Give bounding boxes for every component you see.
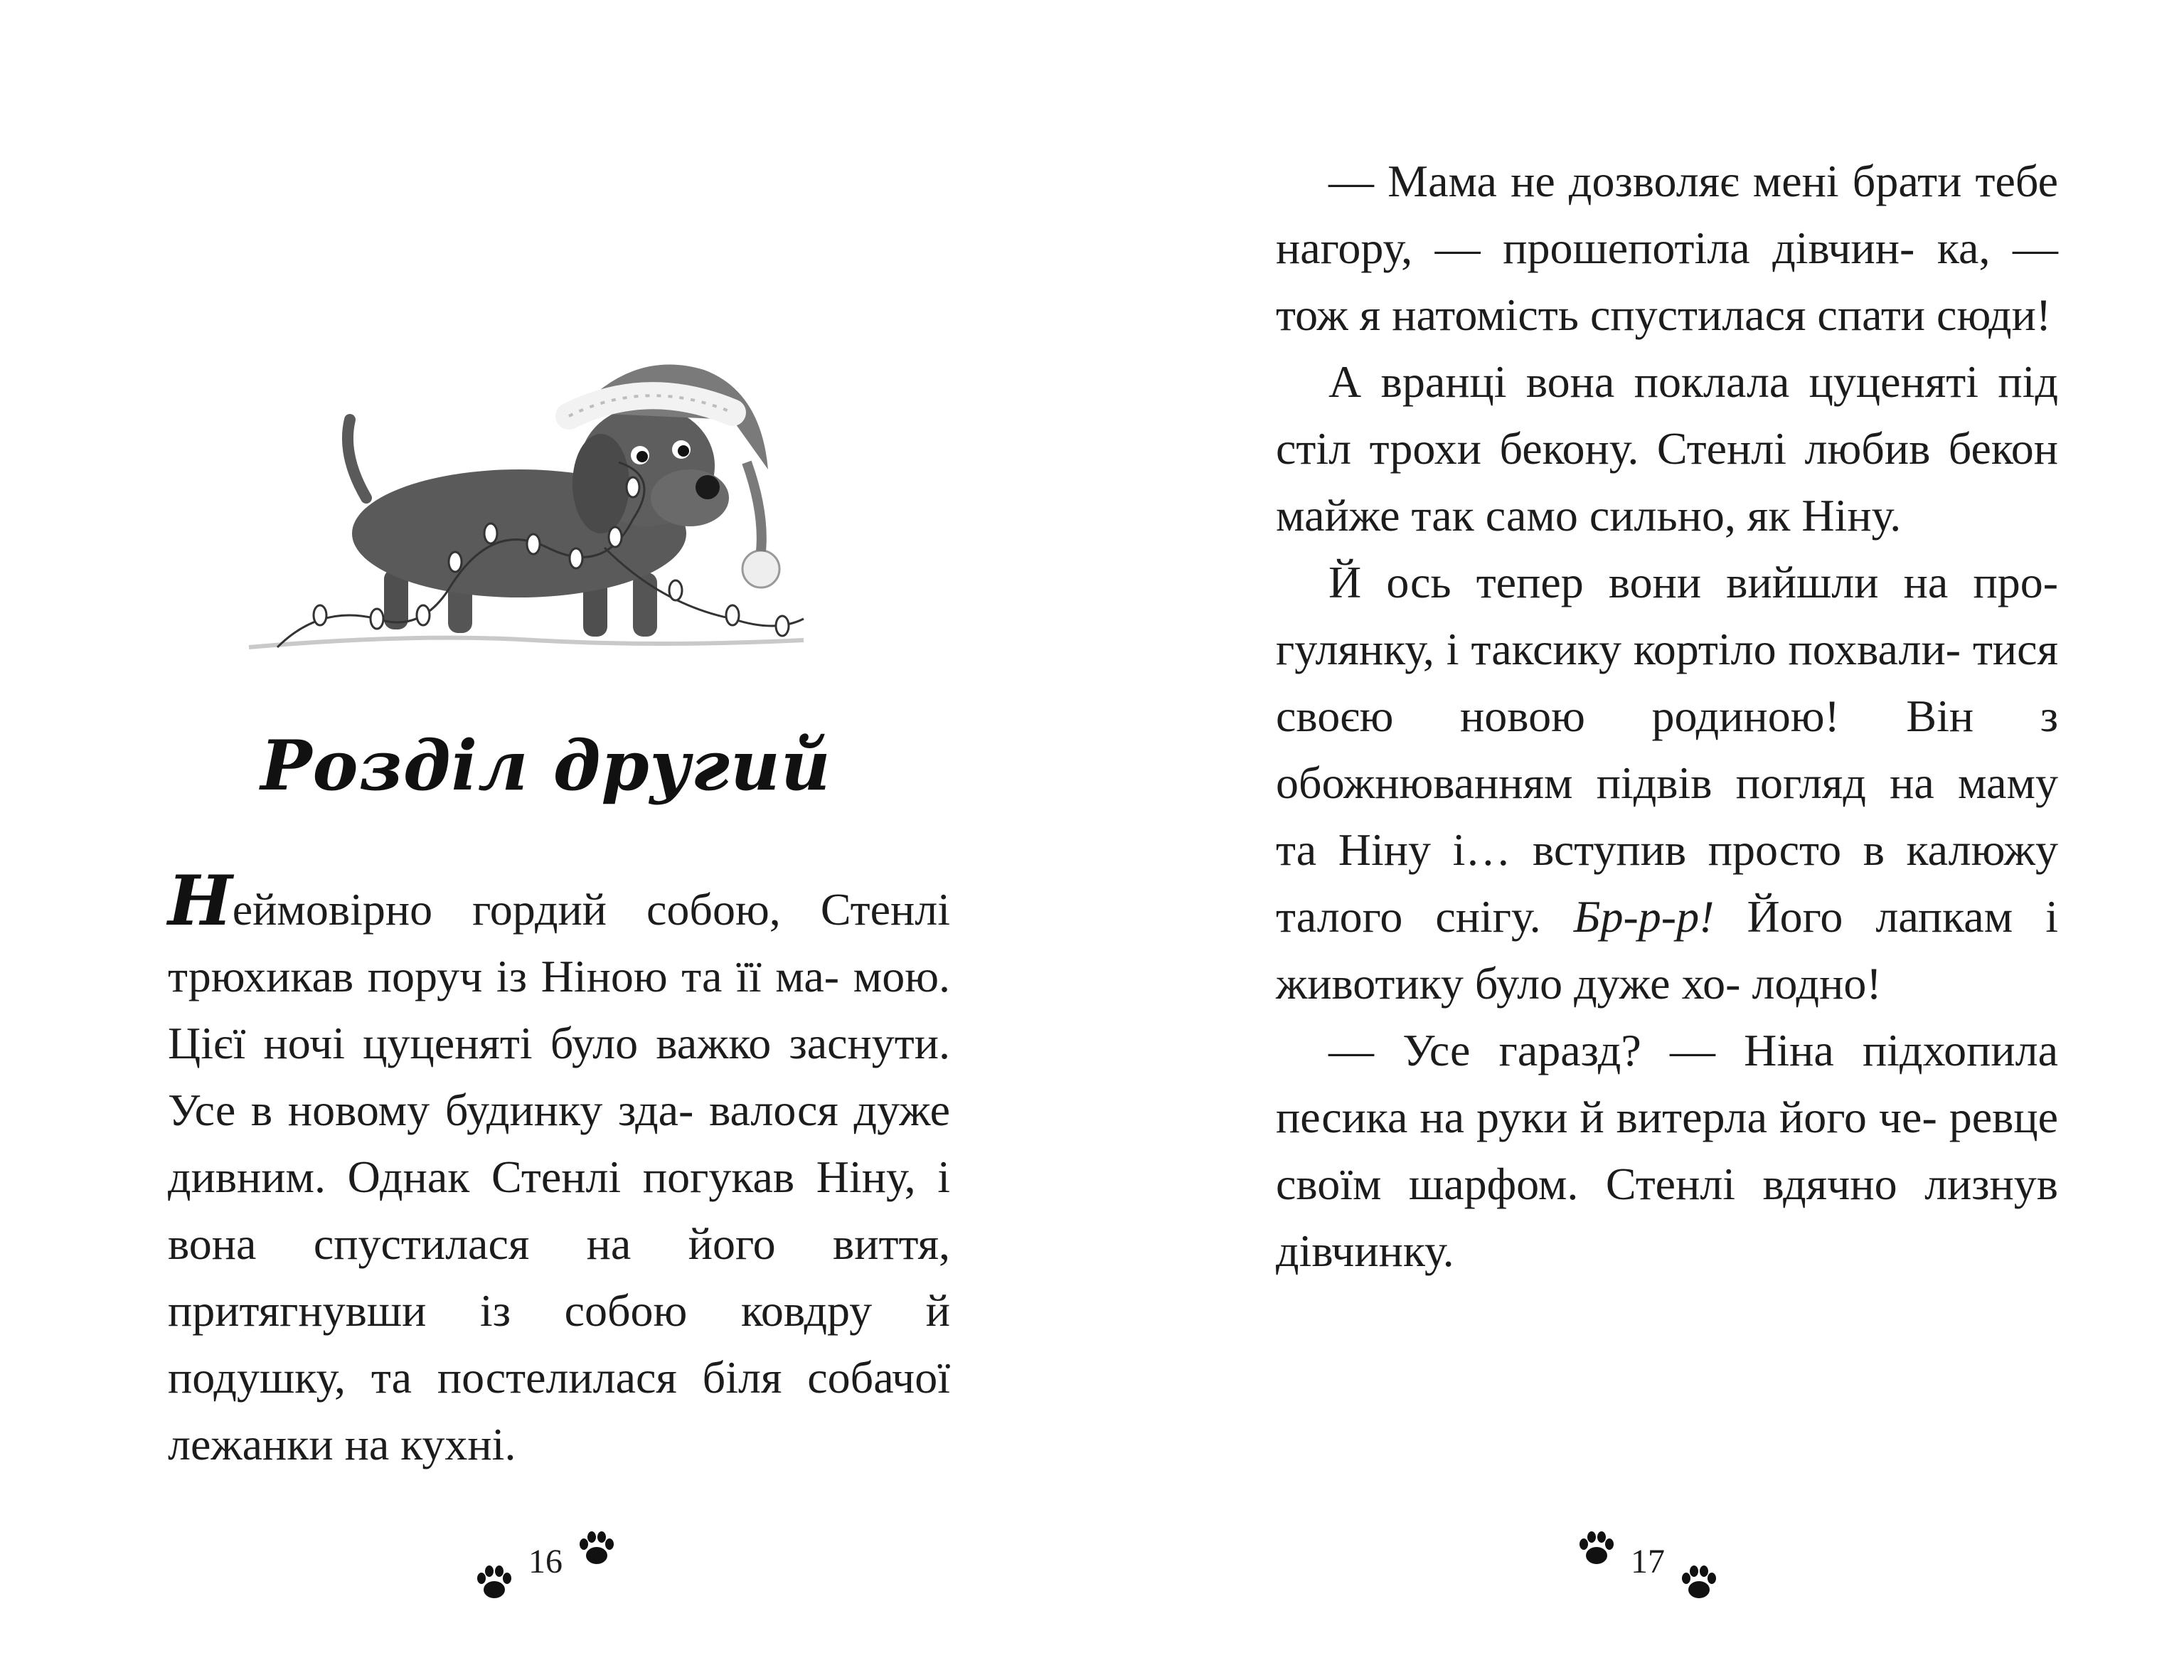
- text-line: гулянку, і таксику кортіло похвали-: [1276, 624, 1961, 674]
- paragraph: [1276, 1017, 2058, 1285]
- text-line: А вранці вона поклала цуценяті: [1328, 356, 1979, 407]
- right-page: [1092, 0, 2184, 1680]
- paw-print-icon: [1678, 1561, 1720, 1604]
- text-line: тебе нагору, — прошепотіла дівчин-: [1276, 156, 2059, 273]
- text-line: — Мама не дозволяє мені брати: [1328, 156, 1962, 206]
- text-line: ковдру й подушку, та постелилася: [168, 1285, 951, 1403]
- paragraph: [1276, 349, 2058, 549]
- text-line: лодно!: [1752, 958, 1882, 1009]
- text-line: Й ось тепер вони вийшли на про-: [1328, 557, 2058, 607]
- right-page-body-text: [1276, 148, 2058, 1285]
- text-line: песика на руки й витерла його че-: [1276, 1092, 1937, 1142]
- italic-interjection: Бр-р-р!: [1573, 891, 1715, 942]
- text-line: тися своєю новою родиною! Він: [1276, 624, 2059, 741]
- text-line: бекон майже так само сильно, як: [1276, 423, 2058, 541]
- text-line: лапкам і животику було дуже хо-: [1276, 891, 2059, 1009]
- dachshund-santa-hat-illustration: [235, 334, 832, 676]
- text-line: еймовірно гордий собою, Стенлі: [232, 884, 950, 935]
- paragraph: [1276, 148, 2058, 349]
- text-line: лизнув дівчинку.: [1276, 1159, 2059, 1276]
- text-line: маму та Ніну і… вступив просто: [1276, 757, 2059, 875]
- text-line: під стіл трохи бекону. Стенлі любив: [1276, 356, 2059, 474]
- text-line: спати сюди!: [1817, 289, 2052, 340]
- page-number: 16: [528, 1542, 563, 1580]
- text-line: ка, — тож я натомість спустилася: [1276, 223, 2059, 340]
- page-footer-left: [473, 1522, 618, 1600]
- text-line: з обожнюванням підвів погляд на: [1276, 691, 2059, 808]
- text-line: валося дуже дивним. Однак Стенлі: [168, 1085, 951, 1202]
- text-fragment: Його: [1714, 891, 1843, 942]
- text-line: заснути. Усе в новому будинку зда-: [168, 1018, 951, 1135]
- text-line: біля собачої лежанки на кухні.: [168, 1352, 950, 1469]
- text-line: Ніну.: [1801, 490, 1902, 541]
- paw-print-icon: [575, 1527, 618, 1570]
- text-line: його виття, притягнувши із собою: [168, 1218, 951, 1336]
- drop-cap: Н: [168, 861, 233, 941]
- text-line: трюхикав поруч із Ніною та її ма-: [168, 951, 840, 1001]
- left-page-body-text: [168, 861, 951, 1478]
- text-line: погукав Ніну, і вона спустилася на: [168, 1152, 951, 1269]
- page-footer-right: [1575, 1522, 1720, 1600]
- text-line: ревце своїм шарфом. Стенлі вдячно: [1276, 1092, 2059, 1209]
- chapter-title: Розділ другий: [260, 725, 831, 806]
- page-number: 17: [1631, 1542, 1665, 1580]
- text-line: в калюжу талого снігу.: [1276, 824, 2058, 942]
- paragraph: [1276, 549, 2058, 1017]
- paw-print-icon: [1575, 1527, 1618, 1570]
- text-line: — Усе гаразд? — Ніна підхопила: [1328, 1025, 2058, 1075]
- paw-print-icon: [473, 1561, 516, 1604]
- text-line: мою. Цієї ночі цуценяті було важко: [168, 951, 951, 1068]
- paragraph: [168, 861, 951, 1478]
